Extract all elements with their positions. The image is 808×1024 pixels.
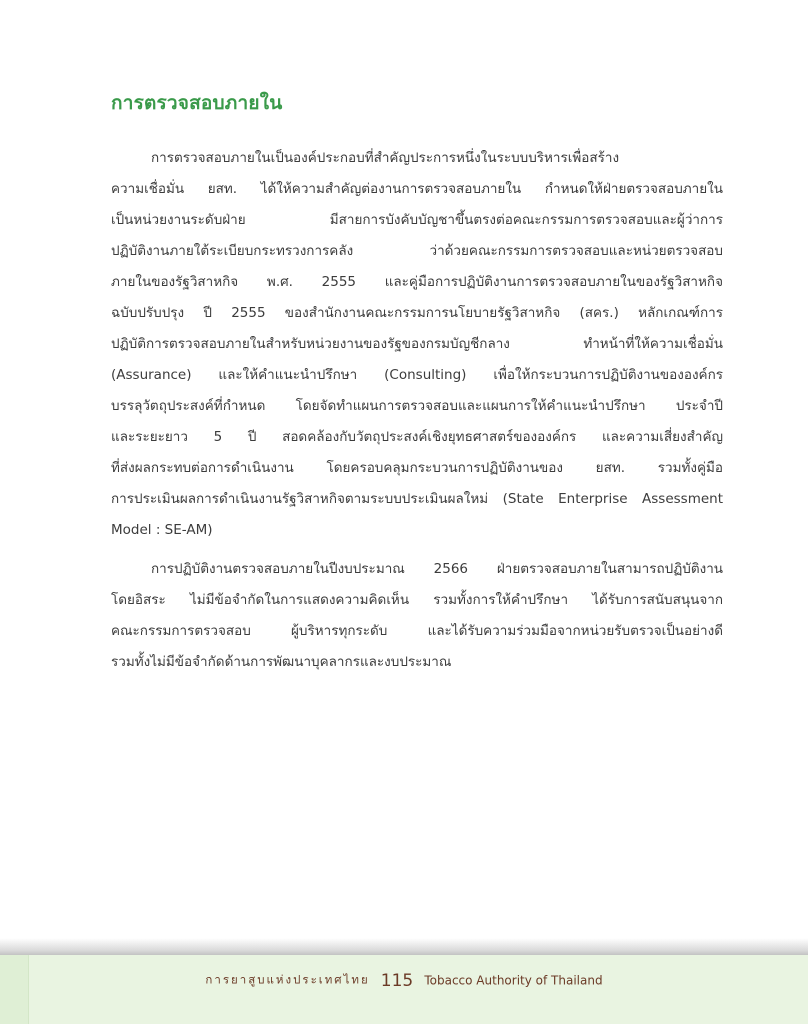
paragraph-line: การตรวจสอบภายในเป็นองค์ประกอบที่สำคัญประการหนึ่งในระบบบริหารเพื่อสร้าง xyxy=(151,150,620,166)
paragraph-line: โดยอิสระ ไม่มีข้อจำกัดในการแสดงความคิดเห็น รวมทั้งการให้คำปรึกษา ได้รับการสนับสนุนจาก xyxy=(111,592,723,608)
section-heading: การตรวจสอบภายใน xyxy=(111,92,283,114)
paragraph-line: เป็นหน่วยงานระดับฝ่าย มีสายการบังคับบัญชาขึ้นตรงต่อคณะกรรมการตรวจสอบและผู้ว่าการ xyxy=(111,212,723,228)
paragraph-line: ปฏิบัติงานภายใต้ระเบียบกระทรวงการคลัง ว่าด้วยคณะกรรมการตรวจสอบและหน่วยตรวจสอบ xyxy=(111,243,723,259)
page-footer xyxy=(0,970,808,991)
paragraph-line: Model : SE-AM) xyxy=(111,522,213,538)
paragraph-line: คณะกรรมการตรวจสอบ ผู้บริหารทุกระดับ และได้รับความร่วมมือจากหน่วยรับตรวจเป็นอย่างดี xyxy=(111,623,723,639)
paragraph-line: (Assurance) และให้คำแนะนำปรึกษา (Consulting) เพื่อให้กระบวนการปฏิบัติงานขององค์กร xyxy=(111,367,723,383)
paragraph-line: และระยะยาว 5 ปี สอดคล้องกับวัตถุประสงค์เชิงยุทธศาสตร์ขององค์กร และความเสี่ยงสำคัญ xyxy=(111,429,723,445)
paragraph-line: ความเชื่อมั่น ยสท. ได้ให้ความสำคัญต่องานการตรวจสอบภายใน กำหนดให้ฝ่ายตรวจสอบภายใน xyxy=(111,181,723,197)
paragraph-line: ฉบับปรับปรุง ปี 2555 ของสำนักงานคณะกรรมการนโยบายรัฐวิสาหกิจ (สคร.) หลักเกณฑ์การ xyxy=(111,305,723,321)
paragraph-1 xyxy=(111,143,723,546)
paragraph-line: ที่ส่งผลกระทบต่อการดำเนินงาน โดยครอบคลุมกระบวนการปฏิบัติงานของ ยสท. รวมทั้งคู่มือ xyxy=(111,460,723,476)
paragraph-line: ปฏิบัติการตรวจสอบภายในสำหรับหน่วยงานของรัฐของกรมบัญชีกลาง ทำหน้าที่ให้ความเชื่อมั่น xyxy=(111,336,723,352)
paragraph-2 xyxy=(111,554,723,678)
paragraph-line: การประเมินผลการดำเนินงานรัฐวิสาหกิจตามระบบประเมินผลใหม่ (State Enterprise Assessment xyxy=(111,491,723,507)
footer-shadow xyxy=(0,938,808,956)
footer-org-thai: การยาสูบแห่งประเทศไทย xyxy=(205,972,370,987)
body-text xyxy=(111,143,723,678)
footer-org-english: Tobacco Authority of Thailand xyxy=(424,973,603,988)
paragraph-line: การปฏิบัติงานตรวจสอบภายในปีงบประมาณ 2566 ฝ่ายตรวจสอบภายในสามารถปฏิบัติงาน xyxy=(151,561,723,577)
paragraph-line: รวมทั้งไม่มีข้อจำกัดด้านการพัฒนาบุคลากรและงบประมาณ xyxy=(111,654,452,670)
paragraph-line: บรรลุวัตถุประสงค์ที่กำหนด โดยจัดทำแผนการตรวจสอบและแผนการให้คำแนะนำปรึกษา ประจำปี xyxy=(111,398,723,414)
page-number: 115 xyxy=(380,970,414,991)
paragraph-line: ภายในของรัฐวิสาหกิจ พ.ศ. 2555 และคู่มือการปฏิบัติงานการตรวจสอบภายในของรัฐวิสาหกิจ xyxy=(111,274,723,290)
